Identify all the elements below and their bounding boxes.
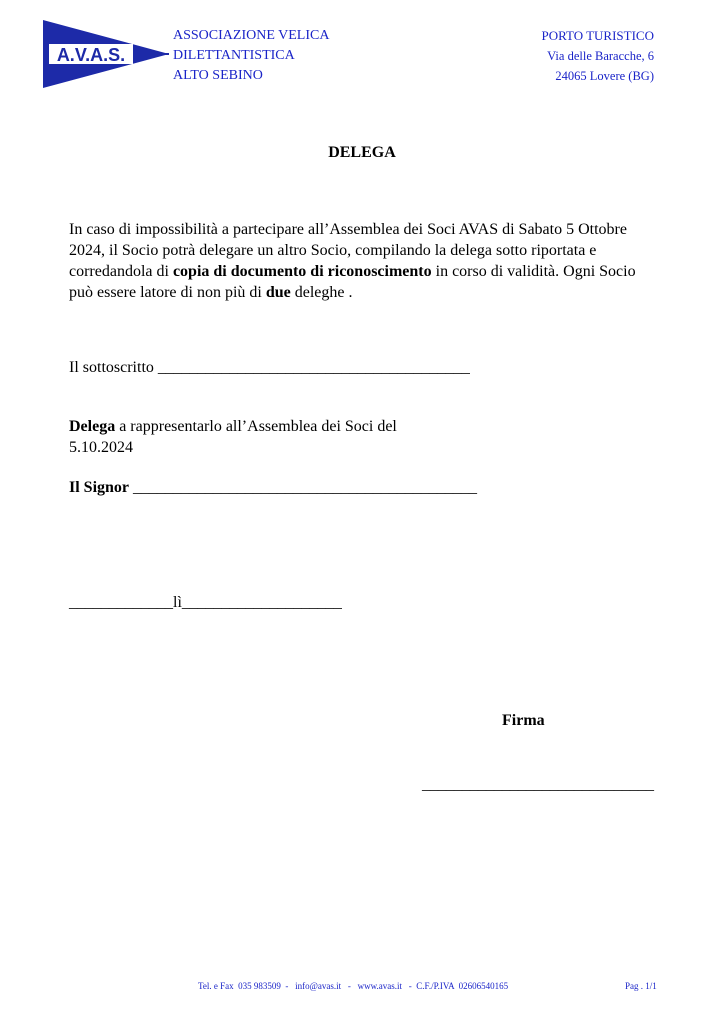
li-label: lì — [173, 594, 182, 611]
address-line-1: PORTO TURISTICO — [541, 28, 654, 43]
intro-paragraph — [69, 219, 649, 303]
intro-text-3: deleghe . — [290, 284, 353, 301]
sottoscritto-row — [69, 359, 470, 377]
page-number: Pag . 1/1 — [625, 981, 657, 991]
intro-text-1: In caso di impossibilità a partecipare all’Assemblea dei Soci AVAS di Sabato 5 Ottobre 2024, il Socio potrà delegare un altro Socio, compilando la delega sotto riportata e corredandola di — [69, 221, 627, 280]
intro-bold-2: due — [265, 284, 291, 301]
intro-bold-1: copia di documento di riconoscimento — [172, 263, 432, 280]
avas-logo — [41, 18, 171, 90]
signor-field[interactable]: ___________________________________________ — [129, 479, 478, 496]
org-line-3: ALTO SEBINO — [173, 68, 263, 83]
signature-field[interactable]: _____________________________ — [422, 776, 654, 793]
intro-text-2: in corso di validità. Ogni Socio può essere latore di non più di — [69, 263, 636, 301]
signor-row — [69, 479, 477, 497]
date-field[interactable]: ____________________ — [181, 594, 342, 611]
org-line-2: DILETTANTISTICA — [173, 48, 295, 63]
signor-label: Il Signor — [69, 479, 130, 496]
org-name — [173, 26, 329, 86]
delega-text: a rappresentarlo all’Assemblea dei Soci del 5.10.2024 — [69, 418, 397, 456]
org-address — [541, 26, 654, 86]
delega-statement — [69, 416, 449, 458]
org-line-1: ASSOCIAZIONE VELICA — [173, 28, 330, 43]
place-date-row — [69, 594, 342, 612]
address-line-2: Via delle Baracche, 6 — [547, 49, 654, 63]
sottoscritto-label: Il sottoscritto — [69, 359, 158, 376]
avas-logo-graphic — [41, 18, 171, 90]
sottoscritto-field[interactable]: _______________________________________ — [157, 359, 470, 376]
logo-text: A.V.A.S. — [56, 45, 126, 65]
footer-contacts: Tel. e Fax 035 983509 - info@avas.it - www.avas.it - C.F./P.IVA 02606540165 — [198, 981, 509, 991]
address-line-3: 24065 Lovere (BG) — [555, 69, 654, 83]
document-title: DELEGA — [328, 144, 396, 161]
delega-bold: Delega — [69, 418, 116, 435]
signature-label: Firma — [502, 712, 545, 729]
place-field[interactable]: _____________ — [69, 594, 173, 611]
